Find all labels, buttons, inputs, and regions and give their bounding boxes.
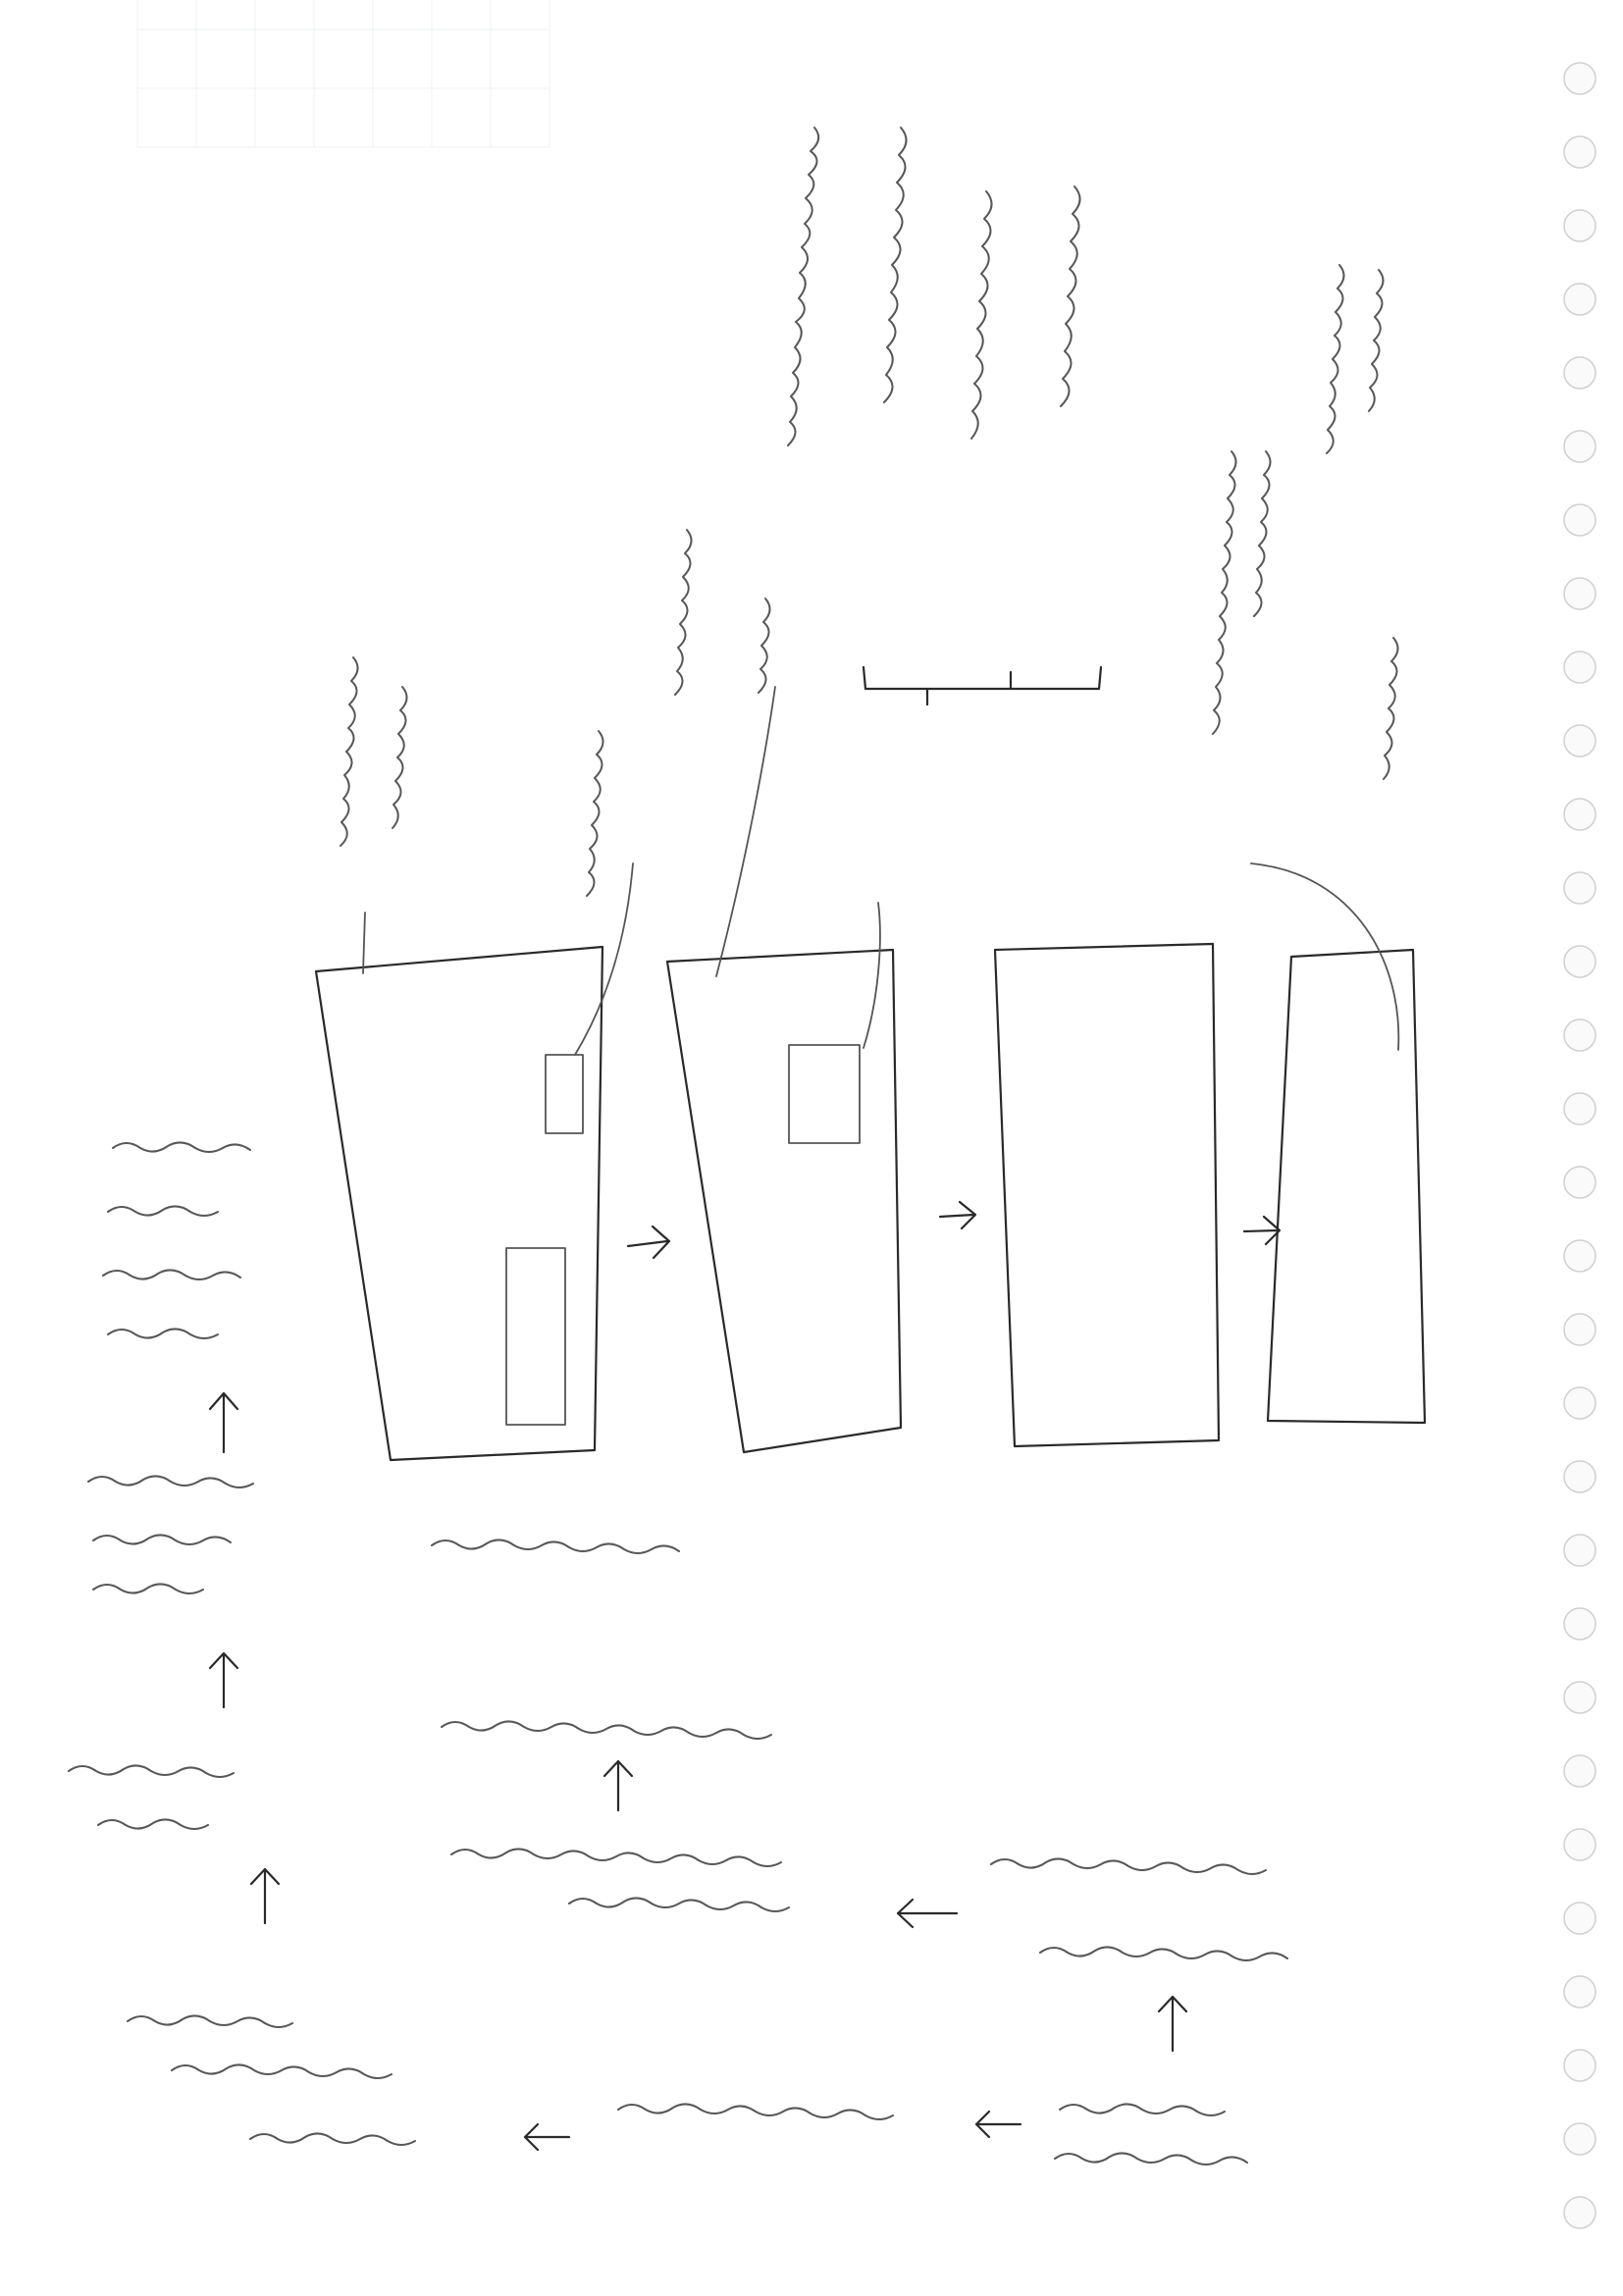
binder-hole [1564, 2050, 1596, 2081]
inner-box-1a [546, 1055, 583, 1133]
binder-hole [1564, 210, 1596, 241]
binder-hole [1564, 357, 1596, 389]
ring-binder-holes [1564, 63, 1596, 2228]
arrow-up-left-3 [251, 1869, 279, 1923]
arrow-up-mid [604, 1761, 632, 1810]
arrow-1-2 [628, 1226, 669, 1258]
binder-hole [1564, 1387, 1596, 1419]
binder-hole [1564, 284, 1596, 315]
binder-hole [1564, 63, 1596, 94]
binder-hole [1564, 725, 1596, 757]
binder-hole [1564, 1976, 1596, 2008]
handwriting-scribbles [69, 128, 1398, 2165]
connector-box2-note [864, 903, 880, 1048]
binder-hole [1564, 1314, 1596, 1345]
arrow-3-4 [1244, 1217, 1280, 1244]
binder-hole [1564, 1608, 1596, 1640]
binder-hole [1564, 1682, 1596, 1713]
binder-hole [1564, 872, 1596, 904]
binder-hole [1564, 431, 1596, 462]
connector-box4-note [1251, 863, 1398, 1050]
arrow-2-3 [940, 1202, 975, 1228]
binder-hole [1564, 136, 1596, 168]
connector-left-note [363, 913, 365, 973]
binder-hole [1564, 1240, 1596, 1272]
paper-grid [137, 0, 550, 147]
box-3 [995, 944, 1219, 1446]
box-2 [667, 950, 901, 1452]
binder-hole [1564, 1903, 1596, 1934]
arrow-up-left-1 [210, 1393, 237, 1452]
connector-box1-note [575, 863, 633, 1055]
binder-hole [1564, 799, 1596, 830]
arrow-left-bottom-2 [525, 2124, 569, 2150]
binder-hole [1564, 1019, 1596, 1051]
binder-hole [1564, 578, 1596, 609]
binder-hole [1564, 504, 1596, 536]
arrow-up-left-2 [210, 1653, 237, 1707]
binder-hole [1564, 652, 1596, 683]
box-4 [1268, 950, 1425, 1423]
arrow-left-bottom-1 [976, 2112, 1021, 2137]
binder-hole [1564, 1461, 1596, 1492]
binder-hole [1564, 1093, 1596, 1124]
binder-hole [1564, 1755, 1596, 1787]
binder-hole [1564, 1167, 1596, 1198]
bracket-top [864, 667, 1101, 704]
binder-hole [1564, 946, 1596, 977]
arrow-left-mid [898, 1900, 957, 1927]
binder-hole [1564, 1535, 1596, 1566]
arrow-up-right [1159, 1997, 1186, 2051]
binder-hole [1564, 2197, 1596, 2228]
inner-box-1b [506, 1248, 565, 1425]
connector-box2-top [716, 687, 775, 976]
binder-hole [1564, 2123, 1596, 2155]
box-1 [316, 947, 602, 1460]
binder-hole [1564, 1829, 1596, 1860]
inner-box-2a [789, 1045, 860, 1143]
